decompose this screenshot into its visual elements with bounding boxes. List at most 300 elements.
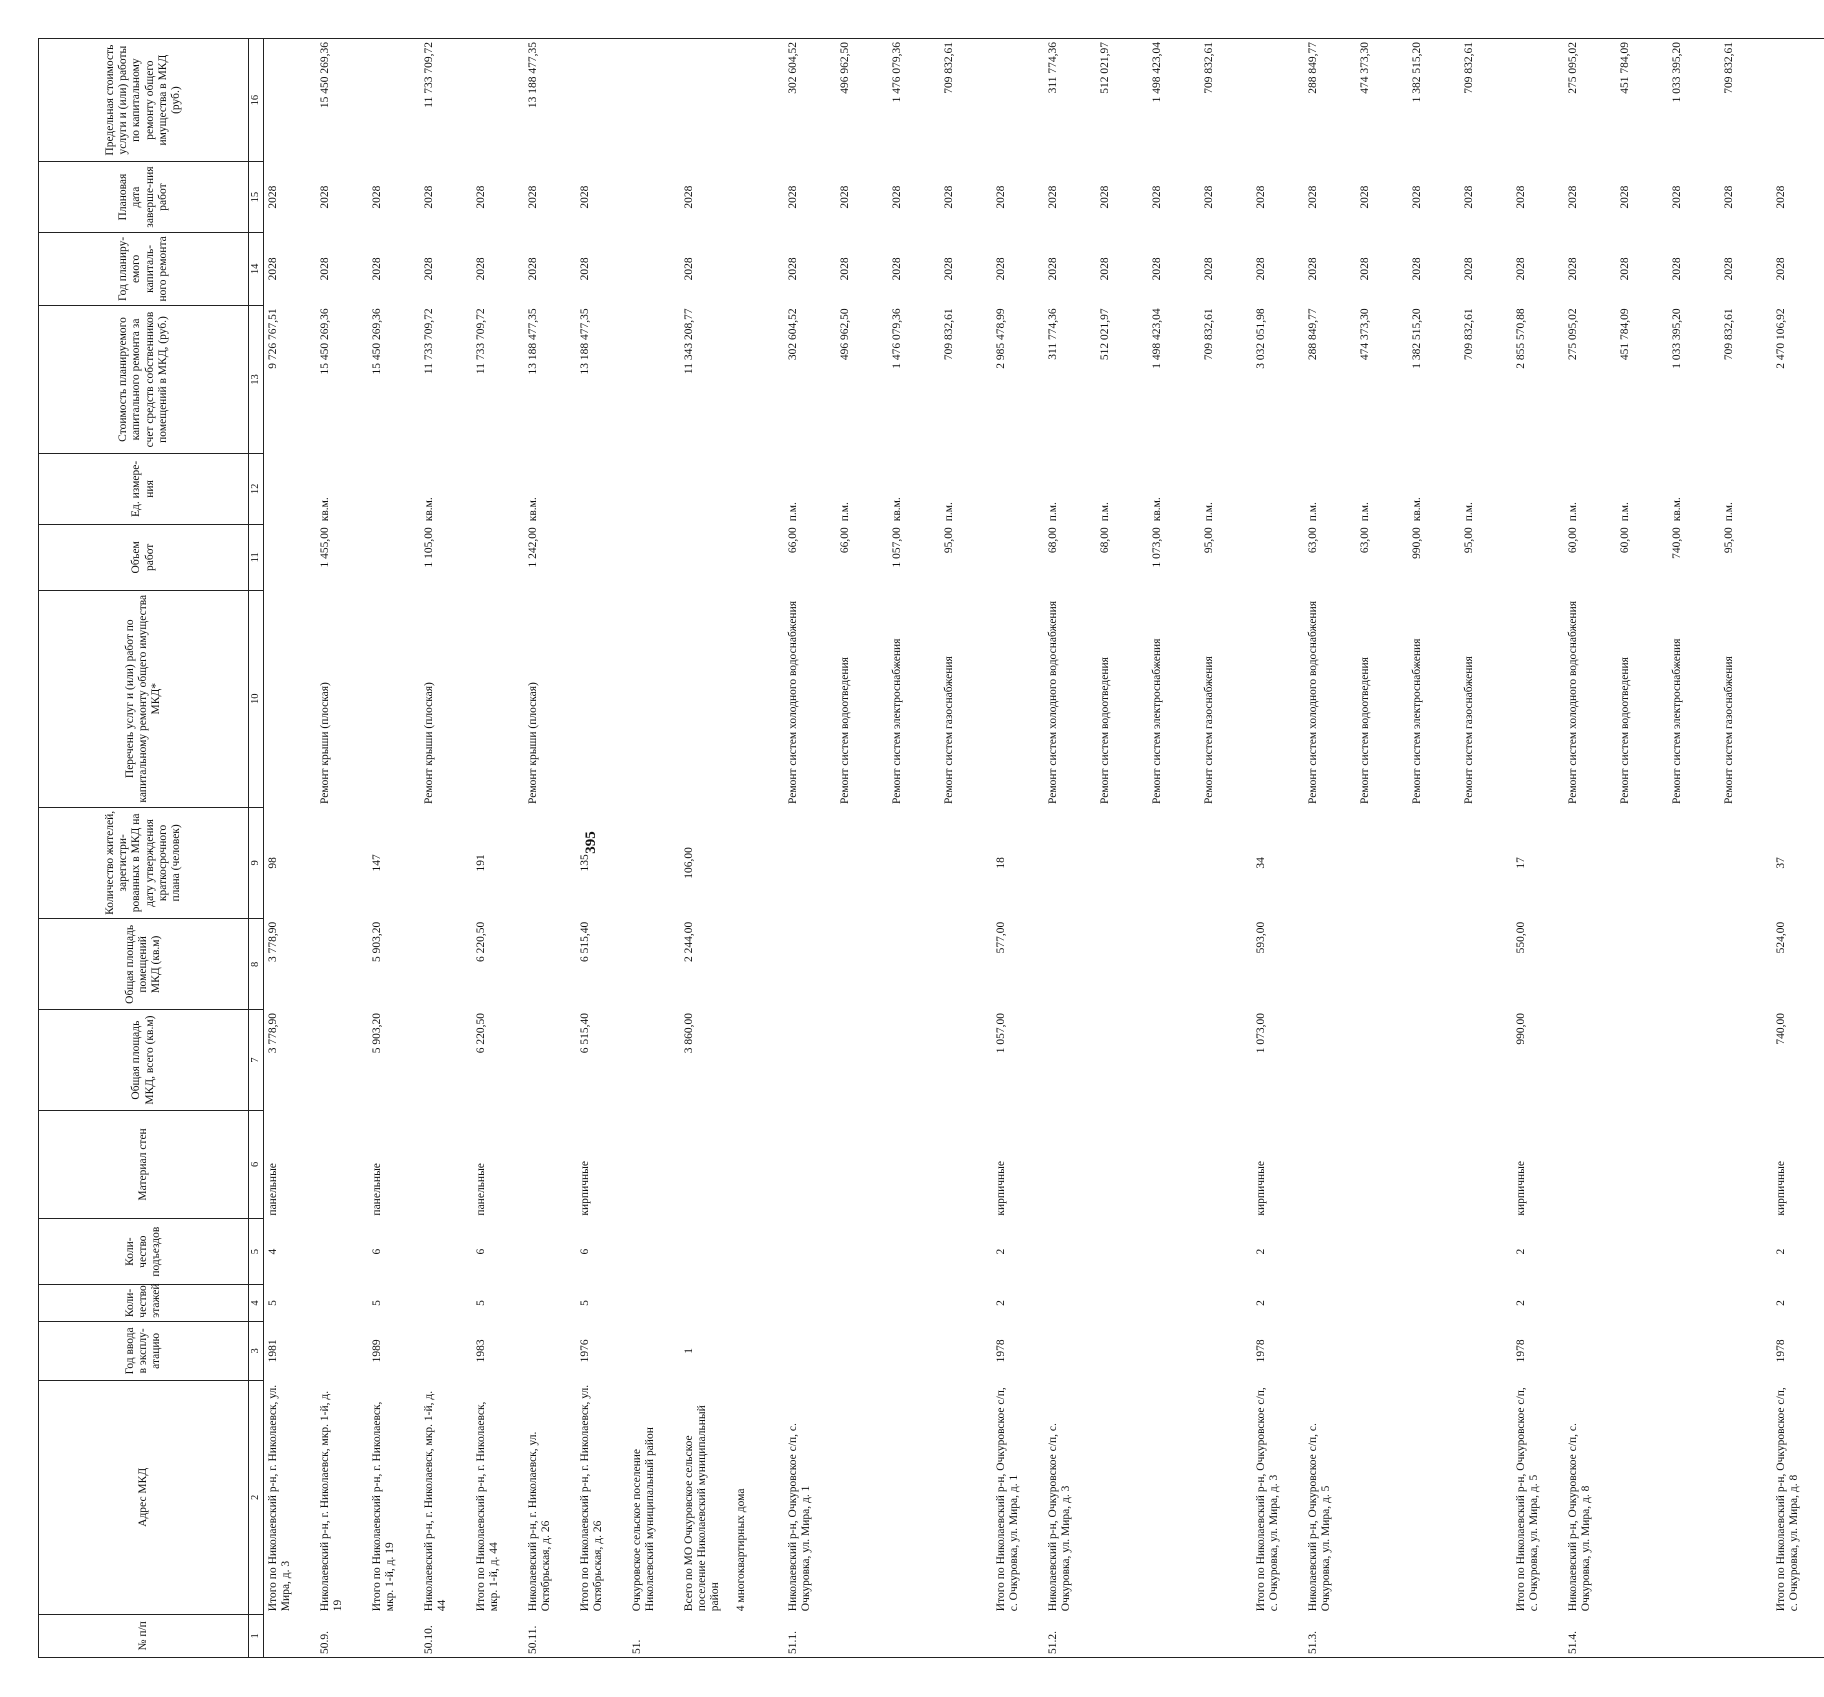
table-cell [888, 1010, 940, 1110]
table-cell [1460, 1285, 1512, 1321]
table-cell [524, 919, 576, 1010]
table-cell: 2028 [1307, 185, 1319, 209]
table-cell [1720, 919, 1772, 1010]
table-cell [992, 39, 1044, 162]
table-cell: п.м. [1619, 502, 1631, 522]
table-cell [1044, 1285, 1096, 1321]
table-cell: Итого по Николаевский р-н, Очкуровское с/п, с. Очкуровка, ул. Мира, д. 1 [995, 1387, 1021, 1612]
column-number: 16 [249, 39, 264, 162]
table-row [1252, 39, 1304, 1658]
table-cell: 275 095,02 [1567, 308, 1579, 361]
table-cell: 2028 [1099, 257, 1111, 281]
table-cell: 3 860,00 [683, 1012, 695, 1054]
table-cell [1096, 807, 1148, 919]
table-cell: п.м. [1047, 502, 1059, 522]
table-cell: 709 832,61 [1723, 308, 1735, 361]
table-cell [628, 1321, 680, 1380]
table-cell [1668, 1110, 1720, 1218]
table-cell [1304, 919, 1356, 1010]
table-cell: 34 [1255, 857, 1267, 869]
table-cell [1408, 1110, 1460, 1218]
table-cell [524, 807, 576, 919]
table-cell [732, 807, 784, 919]
table-cell: 2028 [995, 185, 1007, 209]
table-cell: Итого по Николаевский р-н, Очкуровское с/п, с. Очкуровка, ул. Мира, д. 8 [1775, 1387, 1801, 1612]
column-number: 4 [249, 1285, 264, 1321]
table-cell [784, 1219, 836, 1285]
table-cell [368, 524, 420, 590]
table-cell [940, 1614, 992, 1657]
table-cell [420, 1285, 472, 1321]
table-cell: п.м. [839, 502, 851, 522]
column-header: Стоимость планируемого капитального ремонта за счет средств собственников помещений в МКД, (руб.) [39, 305, 249, 453]
table-cell [1096, 1010, 1148, 1110]
table-cell: 709 832,61 [1720, 39, 1772, 162]
table-cell [1616, 1010, 1668, 1110]
table-cell: 2028 [787, 185, 799, 209]
table-cell [680, 454, 732, 525]
table-cell: 1978 [1515, 1339, 1527, 1363]
table-cell [784, 1321, 836, 1380]
table-row [1148, 39, 1200, 1658]
table-cell [836, 1614, 888, 1657]
table-cell [628, 162, 680, 233]
table-cell: 2028 [371, 257, 383, 281]
table-cell [680, 524, 732, 590]
table-cell [732, 232, 784, 305]
table-cell: 2028 [1203, 257, 1215, 281]
table-cell: 302 604,52 [787, 308, 799, 361]
table-cell [1096, 1219, 1148, 1285]
table-cell: Ремонт систем газоснабжения [1723, 656, 1735, 805]
table-row [940, 39, 992, 1658]
table-cell [992, 524, 1044, 590]
table-cell [1460, 807, 1512, 919]
table-cell [680, 39, 732, 162]
table-cell [1512, 39, 1564, 162]
table-cell [628, 39, 680, 162]
table-cell: 5 [371, 1300, 383, 1306]
table-cell [1148, 807, 1200, 919]
table-cell: 2028 [1775, 257, 1787, 281]
table-row [888, 39, 940, 1658]
table-cell: 2028 [1307, 257, 1319, 281]
table-cell: 2028 [943, 185, 955, 209]
column-number: 14 [249, 232, 264, 305]
table-cell [1616, 1285, 1668, 1321]
table-cell [420, 1110, 472, 1218]
table-cell: 2028 [579, 185, 591, 209]
table-row [836, 39, 888, 1658]
table-cell: 2028 [1047, 185, 1059, 209]
table-cell: Ремонт крыши (плоская) [319, 682, 331, 805]
table-cell [940, 1219, 992, 1285]
table-cell: 2 [1775, 1300, 1787, 1306]
table-cell: 11 343 208,77 [683, 308, 695, 375]
table-cell [1616, 1110, 1668, 1218]
table-cell [316, 1285, 368, 1321]
table-cell: 2 [1775, 1248, 1787, 1255]
table-cell [1200, 1285, 1252, 1321]
table-cell: 512 021,97 [1096, 39, 1148, 162]
table-cell [888, 1321, 940, 1380]
table-row [1564, 39, 1616, 1658]
table-cell [1148, 1110, 1200, 1218]
table-cell: 524,00 [1775, 921, 1787, 954]
table-cell: 740,00 [1775, 1012, 1787, 1045]
table-cell [472, 524, 524, 590]
table-cell: кирпичные [1515, 1161, 1527, 1216]
table-cell: 6 [579, 1248, 591, 1255]
table-cell [1720, 1110, 1772, 1218]
table-cell: 1 476 079,36 [891, 308, 903, 369]
table-cell: Ремонт систем газоснабжения [943, 656, 955, 805]
table-cell: Ремонт систем холодного водоснабжения [1307, 600, 1319, 805]
table-cell: 1 498 423,04 [1148, 39, 1200, 162]
table-cell: 2028 [1515, 185, 1527, 209]
table-cell: п.м. [1463, 502, 1475, 522]
table-cell [940, 1321, 992, 1380]
table-cell: 2028 [1671, 257, 1683, 281]
column-header: Год ввода в эксплу-атацию [39, 1321, 249, 1380]
table-cell: 2028 [1359, 185, 1371, 209]
table-cell [576, 1614, 628, 1657]
header-row [39, 39, 249, 1658]
table-cell [888, 1219, 940, 1285]
table-cell: кирпичные [1255, 1161, 1267, 1216]
table-cell [940, 1285, 992, 1321]
table-cell [888, 1285, 940, 1321]
table-cell: 2 855 570,88 [1515, 308, 1527, 369]
table-cell: 709 832,61 [940, 39, 992, 162]
table-cell: п.м. [1099, 502, 1111, 522]
table-cell: 60,00 [1567, 527, 1579, 554]
column-header: Общая площадь МКД, всего (кв.м) [39, 1010, 249, 1110]
table-cell [316, 1110, 368, 1218]
table-cell: 2028 [267, 257, 279, 281]
table-cell: Ремонт систем газоснабжения [1203, 656, 1215, 805]
table-cell: 1 455,00 [319, 527, 331, 568]
table-cell: Ремонт систем электроснабжения [1671, 638, 1683, 805]
table-cell: кирпичные [995, 1161, 1007, 1216]
table-cell: 2028 [943, 257, 955, 281]
table-cell [524, 1010, 576, 1110]
table-cell [472, 39, 524, 162]
table-cell: 51.3. [1304, 1614, 1356, 1657]
table-cell: кв.м. [319, 497, 331, 522]
table-cell: 2 [1255, 1300, 1267, 1306]
table-cell [1044, 1010, 1096, 1110]
table-cell: 2028 [839, 185, 851, 209]
table-cell [1720, 1614, 1772, 1657]
table-cell: 68,00 [1099, 527, 1111, 554]
table-cell [264, 524, 317, 590]
table-cell [1460, 1321, 1512, 1380]
table-cell [628, 590, 680, 807]
table-cell [1408, 1219, 1460, 1285]
table-cell: 990,00 [1515, 1012, 1527, 1045]
table-cell: 1976 [579, 1339, 591, 1363]
table-cell: 1978 [1255, 1339, 1267, 1363]
table-cell: Ремонт систем электроснабжения [1411, 638, 1423, 805]
table-cell [1356, 1285, 1408, 1321]
table-cell: 1 105,00 [423, 527, 435, 568]
table-cell [1148, 1219, 1200, 1285]
table-cell: 1 057,00 [995, 1012, 1007, 1054]
table-cell [784, 919, 836, 1010]
table-cell [1044, 1321, 1096, 1380]
table-cell [628, 1219, 680, 1285]
table-row [420, 39, 472, 1658]
table-cell [1772, 1614, 1824, 1657]
table-cell: 709 832,61 [1460, 39, 1512, 162]
table-cell: 2028 [1567, 185, 1579, 209]
table-cell [680, 1614, 732, 1657]
table-cell: 5 903,20 [371, 1012, 383, 1054]
table-cell: 1 498 423,04 [1151, 308, 1163, 369]
table-cell [784, 1110, 836, 1218]
table-cell: 302 604,52 [784, 39, 836, 162]
table-cell [836, 1285, 888, 1321]
table-cell: п.м. [787, 502, 799, 522]
table-cell: Николаевский р-н, г. Николаевск, ул. Октябрьская, д. 26 [527, 1431, 553, 1612]
table-cell: 451 784,09 [1619, 308, 1631, 361]
table-cell: 2 [1515, 1248, 1527, 1255]
table-cell [524, 1321, 576, 1380]
table-cell [680, 1219, 732, 1285]
table-cell [264, 1614, 317, 1657]
table-cell: 13 188 477,35 [579, 308, 591, 375]
table-cell [888, 1110, 940, 1218]
table-cell [940, 1110, 992, 1218]
table-cell: 2028 [1775, 185, 1787, 209]
capital-repair-table [38, 38, 1824, 1658]
table-cell: 6 220,50 [475, 1012, 487, 1054]
table-cell [1200, 919, 1252, 1010]
table-cell [1252, 39, 1304, 162]
column-number: 12 [249, 454, 264, 525]
table-cell [1668, 1285, 1720, 1321]
table-cell [1148, 1010, 1200, 1110]
table-cell [1096, 1614, 1148, 1657]
table-cell [1096, 919, 1148, 1010]
table-cell: 2028 [475, 257, 487, 281]
table-cell [368, 454, 420, 525]
table-cell: 95,00 [943, 527, 955, 554]
table-row [264, 39, 317, 1658]
table-cell [732, 39, 784, 162]
table-cell: 3 778,90 [267, 921, 279, 962]
table-cell: 1 033 395,20 [1671, 308, 1683, 369]
table-cell [1304, 1010, 1356, 1110]
table-cell: 6 [475, 1248, 487, 1255]
table-cell: 1 057,00 [891, 527, 903, 568]
table-row [1356, 39, 1408, 1658]
table-cell: Ремонт крыши (плоская) [423, 682, 435, 805]
table-cell [576, 524, 628, 590]
table-cell [1200, 1321, 1252, 1380]
table-cell [1408, 1285, 1460, 1321]
table-cell: 37 [1775, 857, 1787, 869]
table-cell: 66,00 [787, 527, 799, 554]
table-cell: 50.11. [524, 1614, 576, 1657]
table-cell: 50.10. [420, 1614, 472, 1657]
column-number: 13 [249, 305, 264, 453]
table-cell [836, 807, 888, 919]
table-cell [1564, 1285, 1616, 1321]
table-cell [1252, 524, 1304, 590]
table-body [264, 39, 1824, 1658]
table-cell: 2 985 478,99 [995, 308, 1007, 369]
table-row [1044, 39, 1096, 1658]
table-row [1304, 39, 1356, 1658]
table-cell: 275 095,02 [1564, 39, 1616, 162]
column-header: Материал стен [39, 1110, 249, 1218]
table-cell: 3 778,90 [267, 1012, 279, 1054]
table-cell [1460, 1219, 1512, 1285]
table-cell: 2028 [1619, 185, 1631, 209]
table-cell [1772, 454, 1824, 525]
table-cell: 11 733 709,72 [423, 308, 435, 375]
table-cell [1148, 1321, 1200, 1380]
table-cell [1720, 1010, 1772, 1110]
column-header: Адрес МКД [39, 1380, 249, 1614]
table-cell: п.м. [1567, 502, 1579, 522]
table-cell [1096, 1321, 1148, 1380]
table-cell [264, 590, 317, 807]
page-number: 395 [582, 831, 599, 854]
table-cell: 191 [475, 854, 487, 872]
table-cell: кирпичные [1775, 1161, 1787, 1216]
table-cell [1720, 1285, 1772, 1321]
table-cell [1616, 1321, 1668, 1380]
table-cell [1720, 807, 1772, 919]
column-header: Количество жителей, зарегистри-рованных в МКД на дату утверждения краткосрочного плана (человек) [39, 807, 249, 919]
table-cell: кв.м. [1671, 497, 1683, 522]
table-cell: 1981 [267, 1339, 279, 1363]
table-cell: 2028 [1619, 257, 1631, 281]
table-cell: 709 832,61 [1463, 308, 1475, 361]
table-cell [1460, 1380, 1512, 1614]
table-cell: панельные [267, 1163, 279, 1216]
table-cell: 1 033 395,20 [1668, 39, 1720, 162]
table-cell: 4 [267, 1248, 279, 1255]
column-header: № п/п [39, 1614, 249, 1657]
table-cell: 2028 [1099, 185, 1111, 209]
table-cell: п.м. [943, 502, 955, 522]
table-cell [836, 1110, 888, 1218]
table-cell: 2028 [1567, 257, 1579, 281]
table-cell [1668, 919, 1720, 1010]
table-cell [1148, 1614, 1200, 1657]
table-cell: Николаевский р-н, Очкуровское с/п, с. Очкуровка, ул. Мира, д. 3 [1047, 1423, 1073, 1612]
table-cell [732, 1321, 784, 1380]
table-cell: 6 515,40 [579, 921, 591, 962]
table-cell: 2028 [319, 257, 331, 281]
table-cell: 2028 [423, 185, 435, 209]
table-cell [732, 1010, 784, 1110]
table-cell: п.м. [1359, 502, 1371, 522]
table-cell [628, 919, 680, 1010]
table-cell: 11 733 709,72 [420, 39, 472, 162]
table-row [680, 39, 732, 1658]
table-row [1408, 39, 1460, 1658]
table-cell [1460, 1614, 1512, 1657]
table-cell [1408, 1614, 1460, 1657]
table-cell: 98 [267, 857, 279, 869]
table-row [1720, 39, 1772, 1658]
table-cell: 18 [995, 857, 1007, 869]
table-cell [1564, 1219, 1616, 1285]
table-cell: 1 476 079,36 [888, 39, 940, 162]
table-cell: Ремонт крыши (плоская) [527, 682, 539, 805]
table-cell [1200, 807, 1252, 919]
column-number: 2 [249, 1380, 264, 1614]
table-cell: 95,00 [1463, 527, 1475, 554]
table-cell: 1989 [371, 1339, 383, 1363]
table-cell: 60,00 [1619, 527, 1631, 554]
table-cell [1252, 590, 1304, 807]
table-cell: 2028 [787, 257, 799, 281]
table-cell [1304, 1219, 1356, 1285]
table-cell: Ремонт систем холодного водоснабжения [1567, 600, 1579, 805]
table-cell: 51. [628, 1614, 680, 1657]
table-cell [420, 1010, 472, 1110]
table-cell [1200, 1380, 1252, 1614]
table-cell [1512, 454, 1564, 525]
table-cell: Ремонт систем электроснабжения [1151, 638, 1163, 805]
table-cell: 51.4. [1564, 1614, 1616, 1657]
table-cell [1564, 807, 1616, 919]
table-cell [1356, 1110, 1408, 1218]
table-cell: 1978 [995, 1339, 1007, 1363]
table-cell: панельные [475, 1163, 487, 1216]
table-cell: 2028 [1723, 257, 1735, 281]
table-cell: 106,00 [683, 847, 695, 879]
column-number: 11 [249, 524, 264, 590]
table-row [1200, 39, 1252, 1658]
table-cell: 550,00 [1515, 921, 1527, 954]
table-cell [1668, 1380, 1720, 1614]
table-cell: 1 073,00 [1255, 1012, 1267, 1054]
column-number-row [249, 39, 264, 1658]
table-cell [628, 524, 680, 590]
table-cell [628, 454, 680, 525]
table-cell [1564, 1110, 1616, 1218]
table-cell: Ремонт систем водоотведения [839, 657, 851, 805]
table-cell: Ремонт систем водоотведения [1359, 657, 1371, 805]
table-row [368, 39, 420, 1658]
table-cell [1044, 919, 1096, 1010]
column-header: Предельная стоимость услуги и (или) работы по капитальному ремонту общего имущества в МКД (руб.) [39, 39, 249, 162]
table-cell: 4 многоквартирных дома [735, 1488, 747, 1612]
table-cell [940, 807, 992, 919]
table-cell [1564, 1321, 1616, 1380]
table-cell: 1978 [1775, 1339, 1787, 1363]
table-cell [1200, 1110, 1252, 1218]
table-cell: 2028 [527, 257, 539, 281]
table-cell [576, 454, 628, 525]
table-cell: 2028 [423, 257, 435, 281]
table-cell: Итого по Николаевский р-н, г. Николаевск, мкр. 1-й, д. 44 [475, 1401, 501, 1612]
table-cell: 496 962,50 [839, 308, 851, 361]
table-cell: п.м. [1307, 502, 1319, 522]
table-cell [1304, 1110, 1356, 1218]
table-cell [1460, 919, 1512, 1010]
table-cell: 135 [579, 854, 591, 872]
table-cell [1616, 1614, 1668, 1657]
table-cell: 2028 [267, 185, 279, 209]
